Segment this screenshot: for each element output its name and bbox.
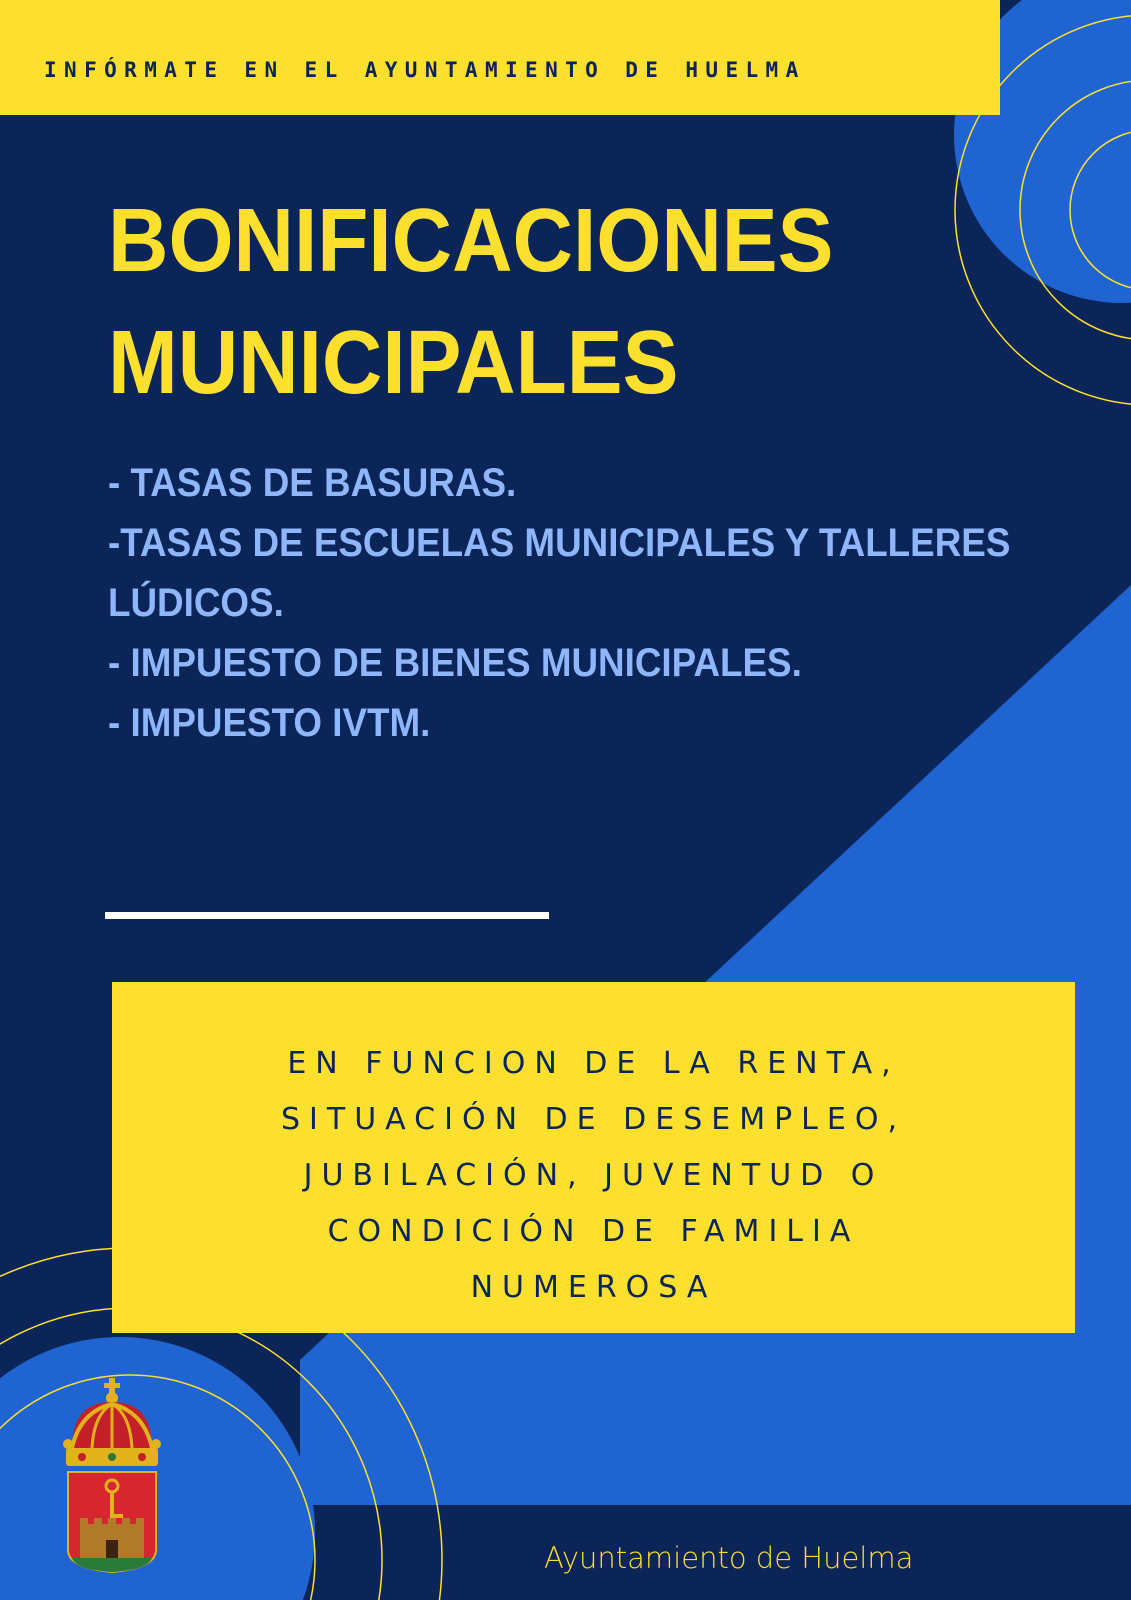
benefits-list: [108, 453, 1046, 753]
list-item: - IMPUESTO DE BIENES MUNICIPALES.: [108, 641, 802, 685]
conditions-line: JUBILACIÓN, JUVENTUD O: [303, 1158, 884, 1193]
page-title: [108, 180, 926, 424]
conditions-line: EN FUNCION DE LA RENTA,: [287, 1046, 900, 1081]
conditions-line: NUMEROSA: [470, 1270, 717, 1305]
huelma-coat-of-arms-icon: [58, 1378, 166, 1574]
list-item: LÚDICOS.: [108, 581, 284, 625]
divider-line: [105, 912, 549, 919]
title-line-2: MUNICIPALES: [108, 313, 679, 413]
conditions-line: CONDICIÓN DE FAMILIA: [327, 1214, 860, 1249]
header-text: INFÓRMATE EN EL AYUNTAMIENTO DE HUELMA: [44, 58, 806, 82]
list-item: -TASAS DE ESCUELAS MUNICIPALES Y TALLERES: [108, 521, 1011, 565]
list-item: - IMPUESTO IVTM.: [108, 701, 431, 745]
conditions-text: [112, 1036, 1075, 1316]
conditions-line: SITUACIÓN DE DESEMPLEO,: [281, 1102, 906, 1137]
list-item: - TASAS DE BASURAS.: [108, 461, 517, 505]
title-line-1: BONIFICACIONES: [108, 191, 834, 291]
footer-text: Ayuntamiento de Huelma: [544, 1541, 914, 1575]
conditions-box: [112, 982, 1075, 1333]
